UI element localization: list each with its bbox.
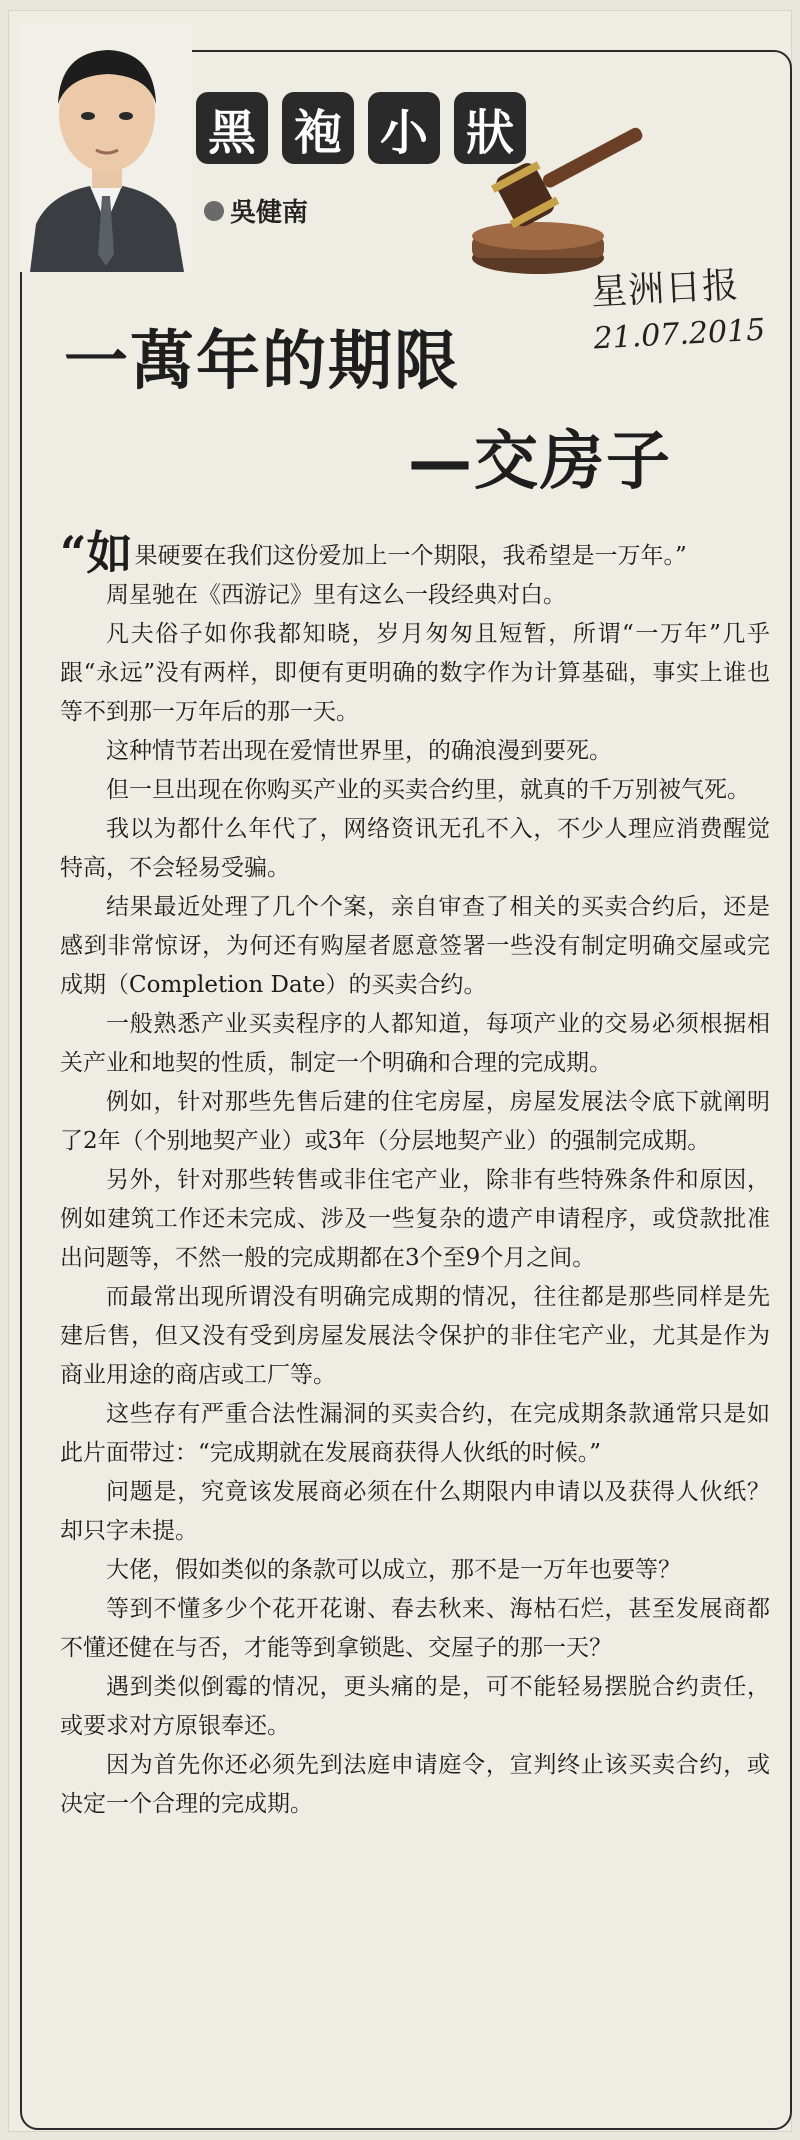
drop-cap: “如: [60, 526, 133, 580]
paragraph: 例如，针对那些先售后建的住宅房屋，房屋发展法令底下就阐明了2年（个别地契产业）或3年（分层地契产业）的强制完成期。: [60, 1089, 770, 1154]
paragraph: 而最常出现所谓没有明确完成期的情况，往往都是那些同样是先建后售，但又没有受到房屋发展法令保护的非住宅产业，尤其是作为商业用途的商店或工厂等。: [60, 1284, 770, 1388]
newspaper-clipping: [8, 10, 792, 2132]
column-title-char: 狀: [454, 92, 526, 164]
paragraph: 等到不懂多少个花开花谢、春去秋来、海枯石烂，甚至发展商都不懂还健在与否，才能等到拿锁匙、交屋子的那一天？: [60, 1596, 770, 1661]
paragraph: 另外，针对那些转售或非住宅产业，除非有些特殊条件和原因，例如建筑工作还未完成、涉及一些复杂的遗产申请程序，或贷款批准出问题等，不然一般的完成期都在3个至9个月之间。: [60, 1167, 770, 1271]
paragraph: 问题是，究竟该发展商必须在什么期限内申请以及获得人伙纸？却只字未提。: [60, 1479, 770, 1544]
opening-quote: [60, 526, 770, 580]
author-byline: [204, 192, 308, 229]
author-portrait-icon: [20, 24, 192, 272]
paragraph: 结果最近处理了几个个案，亲自审查了相关的买卖合约后，还是感到非常惊讶，为何还有购屋者愿意签署一些没有制定明确交屋或完成期（Completion Date）的买卖合约。: [60, 894, 770, 998]
paragraph: 大佬，假如类似的条款可以成立，那不是一万年也要等？: [106, 1557, 681, 1583]
opening-quote-text: 果硬要在我们这份爱加上一个期限，我希望是一万年。”: [134, 543, 687, 569]
paragraph: 因为首先你还必须先到法庭申请庭令，宣判终止该买卖合约，或决定一个合理的完成期。: [60, 1752, 770, 1817]
headline-sub: —交房子: [408, 425, 672, 499]
gavel-icon: [458, 118, 658, 278]
paragraph: 但一旦出现在你购买产业的买卖合约里，就真的千万别被气死。: [106, 777, 750, 803]
newspaper-name: 星洲日报: [590, 264, 741, 314]
paragraph: 一般熟悉产业买卖程序的人都知道，每项产业的交易必须根据相关产业和地契的性质，制定一个明确和合理的完成期。: [60, 1011, 770, 1076]
paragraph: 凡夫俗子如你我都知晓，岁月匆匆且短暂，所谓“一万年”几乎跟“永远”没有两样，即便有更明确的数字作为计算基础，事实上谁也等不到那一万年后的那一天。: [60, 621, 770, 725]
headline-main: 一萬年的期限: [64, 325, 460, 399]
article-body: [60, 526, 770, 1824]
paragraph: 这些存有严重合法性漏洞的买卖合约，在完成期条款通常只是如此片面带过：“完成期就在发展商获得人伙纸的时候。”: [60, 1401, 770, 1466]
author-photo: [20, 24, 192, 272]
handwritten-source-note: [590, 256, 766, 357]
column-title-char: 黑: [196, 92, 268, 164]
publish-date: 21.07.2015: [592, 312, 767, 357]
bullet-icon: [204, 201, 224, 221]
author-name: 吳健南: [230, 198, 309, 228]
column-title-char: 袍: [282, 92, 354, 164]
column-title-char: 小: [368, 92, 440, 164]
paragraph: 我以为都什么年代了，网络资讯无孔不入，不少人理应消费醒觉特高，不会轻易受骗。: [60, 816, 770, 881]
paragraph: 周星驰在《西游记》里有这么一段经典对白。: [106, 582, 566, 608]
paragraph: 这种情节若出现在爱情世界里，的确浪漫到要死。: [106, 738, 612, 764]
paragraph: 遇到类似倒霉的情况，更头痛的是，可不能轻易摆脱合约责任，或要求对方原银奉还。: [60, 1674, 770, 1739]
